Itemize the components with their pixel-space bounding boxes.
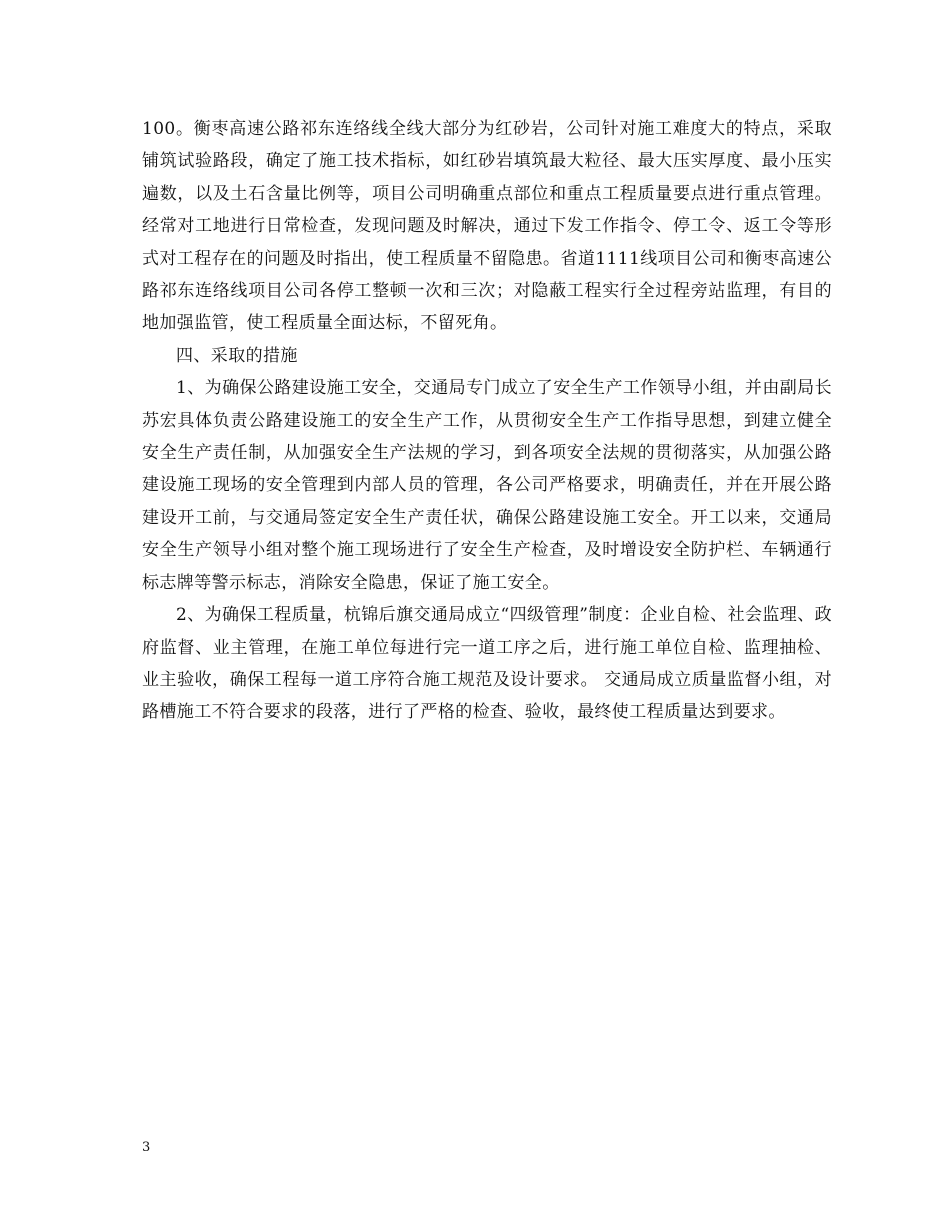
page-number: 3 <box>142 1140 151 1155</box>
paragraph-measure-1: 1、为确保公路建设施工安全，交通局专门成立了安全生产工作领导小组，并由副局长苏宏具体负责公路建设施工的安全生产工作，从贯彻安全生产工作指导思想，到建立健全安全生产责任制，从加强安全生产法规的学习，到各项安全法规的贯彻落实，从加强公路建设施工现场的安全管理到内部人员的管理，各公司严格要求，明确责任，并在开展公路建设开工前，与交通局签定安全生产责任状，确保公路建设施工安全。开工以来，交通局安全生产领导小组对整个施工现场进行了安全生产检查，及时增设安全防护栏、车辆通行标志牌等警示标志，消除安全隐患，保证了施工安全。 <box>142 378 832 593</box>
paragraph-continuation: 100。衡枣高速公路祁东连络线全线大部分为红砂岩，公司针对施工难度大的特点，采取铺筑试验路段，确定了施工技术指标，如红砂岩填筑最大粒径、最大压实厚度、最小压实遍数，以及土石含量比例等，项目公司明确重点部位和重点工程质量要点进行重点管理。经常对工地进行日常检查，发现问题及时解决，通过下发工作指令、停工令、返工令等形式对工程存在的问题及时指出，使工程质量不留隐患。省道1111线项目公司和衡枣高速公路祁东连络线项目公司各停工整顿一次和三次；对隐蔽工程实行全过程旁站监理，有目的地加强监管，使工程质量全面达标，不留死角。 <box>142 119 832 334</box>
paragraph-measure-2: 2、为确保工程质量，杭锦后旗交通局成立“四级管理”制度：企业自检、社会监理、政府监督、业主管理，在施工单位每进行完一道工序之后，进行施工单位自检、监理抽检、业主验收，确保工程每一道工序符合施工规范及设计要求。 交通局成立质量监督小组，对路槽施工不符合要求的段落，进行了严格的检查、验收，最终使工程质量达到要求。 <box>142 605 832 723</box>
document-body <box>142 113 832 729</box>
section-heading-measures: 四、采取的措施 <box>176 345 298 366</box>
